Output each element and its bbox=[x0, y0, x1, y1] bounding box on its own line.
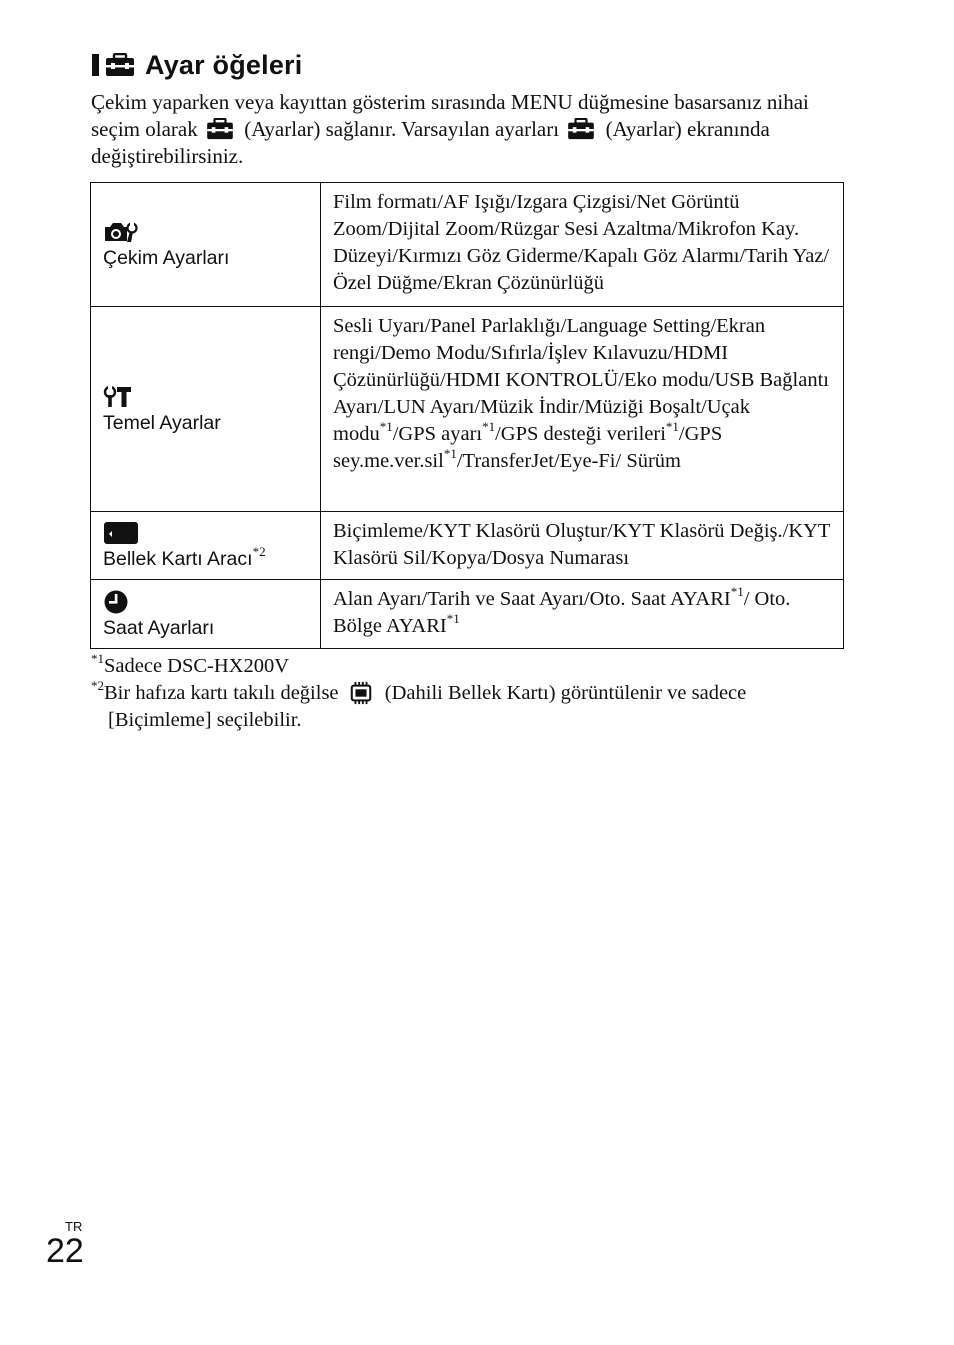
intro-text-1: Çekim yaparken veya kayıttan gösterim sırasında MENU düğmesine basarsanız nihai seçim olarak bbox=[91, 90, 809, 141]
intro-text-2: (Ayarlar) sağlanır. Varsayılan ayarları bbox=[244, 117, 560, 141]
table-row bbox=[91, 183, 844, 307]
memory-card-icon bbox=[103, 520, 139, 546]
footnote-marker: *1 bbox=[446, 611, 460, 626]
category-label: Saat Ayarları bbox=[103, 616, 215, 639]
intro-text-3: (Ayarlar) ekranında değiştirebilirsiniz. bbox=[91, 117, 770, 168]
internal-memory-icon bbox=[346, 681, 376, 705]
items-text: Alan Ayarı/Tarih ve Saat Ayarı/Oto. Saat AYARI bbox=[333, 588, 731, 610]
footnote-marker: *1 bbox=[482, 419, 496, 434]
footnote-text: Sadece DSC-HX200V bbox=[104, 655, 290, 677]
toolbox-icon bbox=[105, 53, 135, 77]
footnote-marker: *2 bbox=[252, 544, 266, 559]
items-text: / Oto. Bölge AYARI bbox=[333, 588, 791, 637]
wrench-tools-icon bbox=[103, 384, 139, 410]
items-text: /GPS desteği verileri bbox=[495, 423, 666, 445]
category-label: Temel Ayarlar bbox=[103, 411, 221, 434]
page-number: 22 bbox=[46, 1232, 84, 1270]
intro-paragraph bbox=[91, 89, 851, 170]
camera-settings-icon bbox=[103, 219, 139, 245]
category-cell bbox=[91, 183, 321, 307]
toolbox-icon bbox=[205, 118, 235, 140]
items-cell bbox=[321, 580, 844, 649]
footnote-1 bbox=[91, 653, 851, 680]
footnote-marker: *1 bbox=[443, 446, 457, 461]
items-text: /TransferJet/Eye-Fi/ Sürüm bbox=[456, 450, 681, 472]
table-row bbox=[91, 307, 844, 512]
items-cell: Film formatı/AF Işığı/Izgara Çizgisi/Net Görüntü Zoom/Dijital Zoom/Rüzgar Sesi Azaltma/Mikrofon Kay. Düzeyi/Kırmızı Göz Giderme/Kapalı Göz Alarmı/Tarih Yaz/Özel Düğme/Ekran Çözünürlüğü bbox=[321, 183, 844, 307]
footnote-text: [Biçimleme] seçilebilir. bbox=[108, 709, 302, 731]
section-heading bbox=[92, 48, 302, 82]
items-text: /GPS ayarı bbox=[392, 423, 483, 445]
table-row bbox=[91, 512, 844, 580]
page-title: Ayar öğeleri bbox=[145, 49, 303, 80]
footnote-text: (Dahili Bellek Kartı) görüntülenir ve sadece bbox=[384, 682, 747, 704]
items-cell bbox=[321, 307, 844, 512]
footnotes bbox=[91, 653, 851, 734]
heading-marker bbox=[92, 54, 99, 76]
footnote-2 bbox=[91, 680, 851, 734]
footnote-marker: *1 bbox=[91, 651, 104, 666]
footnote-marker: *1 bbox=[379, 419, 393, 434]
category-cell bbox=[91, 307, 321, 512]
items-text: Sesli Uyarı/Panel Parlaklığı/Language Setting/Ekran rengi/Demo Modu/Sıfırla/İşlev Kılavuzu/HDMI Çözünürlüğü/HDMI KONTROLÜ/Eko modu/USB Bağlantı Ayarı/LUN Ayarı/Müzik İndir/Müziği Boşalt/Uçak modu bbox=[333, 315, 829, 445]
category-cell bbox=[91, 512, 321, 580]
table-row bbox=[91, 580, 844, 649]
items-cell: Biçimleme/KYT Klasörü Oluştur/KYT Klasörü Değiş./KYT Klasörü Sil/Kopya/Dosya Numarası bbox=[321, 512, 844, 580]
footnote-marker: *1 bbox=[730, 584, 744, 599]
items-text: /GPS sey.me.ver.sil bbox=[333, 423, 723, 472]
footnote-marker: *1 bbox=[665, 419, 679, 434]
clock-icon bbox=[103, 589, 139, 615]
footnote-marker: *2 bbox=[91, 678, 104, 693]
toolbox-icon bbox=[566, 118, 596, 140]
page-language: TR bbox=[65, 1219, 83, 1234]
settings-table bbox=[90, 182, 844, 649]
category-label: Çekim Ayarları bbox=[103, 247, 230, 269]
category-cell bbox=[91, 580, 321, 649]
category-label: Bellek Kartı Aracı bbox=[103, 548, 253, 570]
footnote-text: Bir hafıza kartı takılı değilse bbox=[104, 682, 339, 704]
